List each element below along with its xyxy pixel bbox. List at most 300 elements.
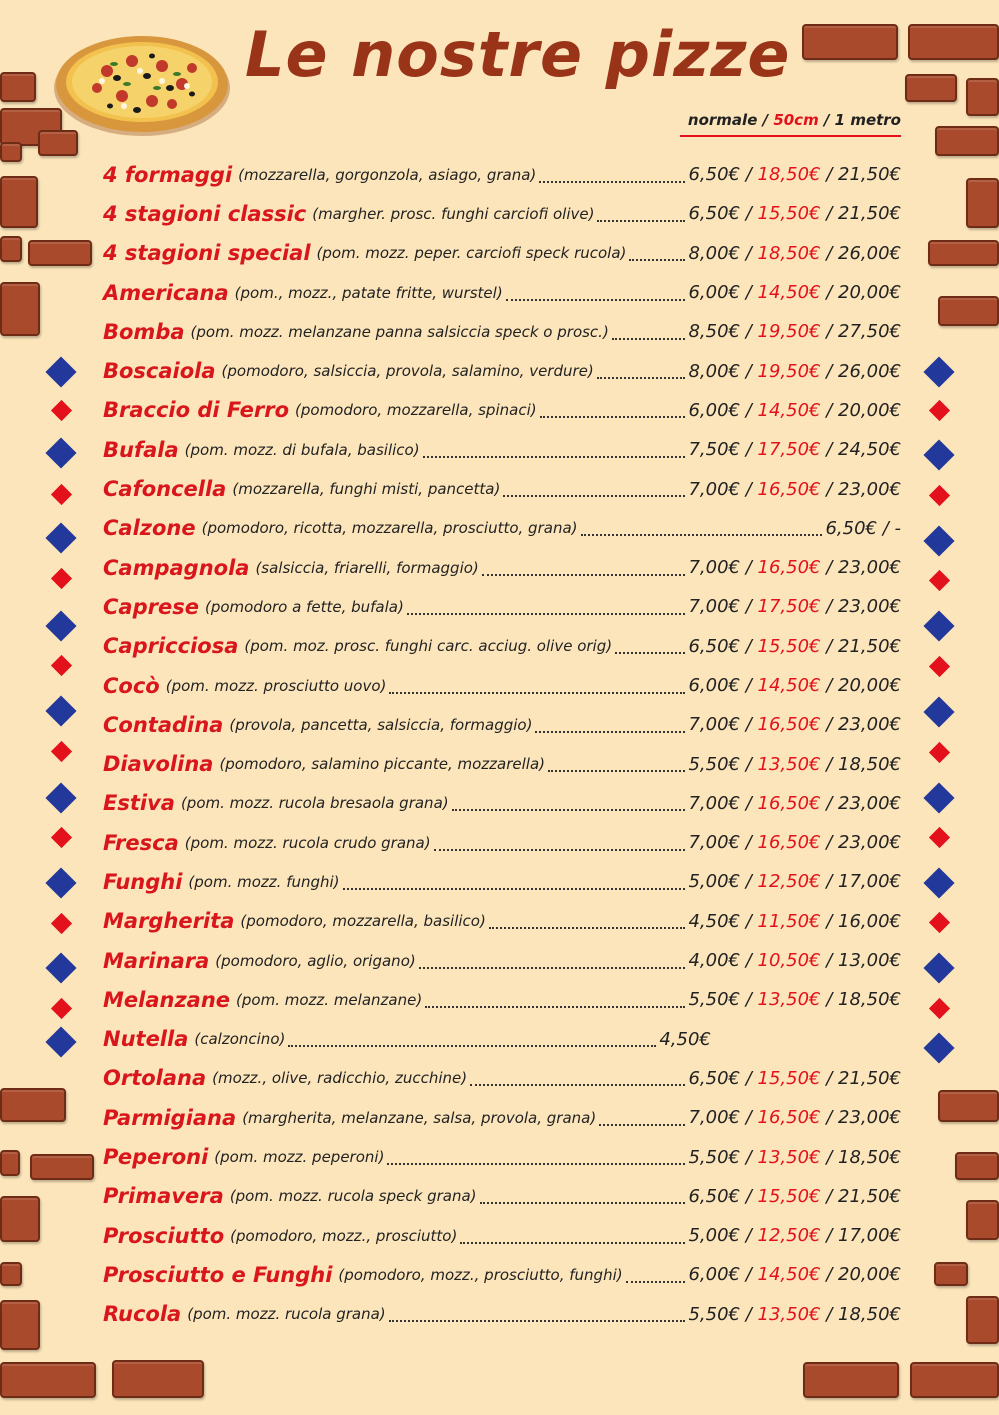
price-50cm: 15,50€ [757, 1185, 821, 1207]
price-1-metro: 20,00€ [838, 282, 901, 304]
pizza-prices [688, 1147, 901, 1168]
pizza-ingredients: (mozzarella, funghi misti, pancetta) [232, 480, 501, 499]
price-1-metro: 23,00€ [838, 478, 901, 500]
price-50cm: 14,50€ [757, 399, 821, 421]
pizza-prices [688, 164, 901, 185]
dot-leader [548, 770, 685, 772]
menu-row [103, 705, 901, 744]
price-1-metro: 21,50€ [838, 635, 901, 657]
pizza-prices [688, 714, 901, 735]
price-separator: / [876, 517, 895, 539]
menu-row [103, 1098, 901, 1137]
price-separator: / [740, 478, 758, 500]
pizza-ingredients: (pom. mozz. rucola bresaola grana) [180, 794, 449, 813]
price-1-metro: 20,00€ [838, 399, 901, 421]
dot-leader [581, 534, 823, 536]
price-1-metro: 18,50€ [838, 989, 901, 1011]
pizza-name: Funghi [103, 869, 183, 894]
price-50cm: 15,50€ [757, 203, 821, 225]
price-50cm: 19,50€ [757, 360, 821, 382]
pizza-prices [688, 321, 901, 342]
price-separator: / [740, 1185, 758, 1207]
pizza-name: Nutella [103, 1027, 189, 1052]
price-separator: / [740, 1107, 758, 1129]
pizza-name: Rucola [103, 1302, 182, 1327]
price-50cm: 14,50€ [757, 675, 821, 696]
pizza-prices [688, 675, 901, 696]
pizza-ingredients: (pomodoro, salsiccia, provola, salamino, verdure) [221, 362, 594, 381]
price-50cm: 19,50€ [757, 321, 821, 343]
price-1-metro: 23,00€ [838, 557, 901, 579]
price-1-metro: 18,50€ [838, 753, 901, 775]
pizza-name: Cafoncella [103, 477, 227, 502]
price-normal: 7,50€ [688, 439, 740, 461]
pizza-name: Melanzane [103, 987, 231, 1012]
dot-leader [489, 927, 686, 929]
pizza-ingredients: (mozz., olive, radicchio, zucchine) [212, 1069, 468, 1088]
pizza-ingredients: (margherita, melanzane, salsa, provola, grana) [242, 1108, 597, 1127]
pizza-name: Capricciosa [103, 634, 239, 659]
price-1-metro: 23,00€ [838, 714, 901, 736]
pizza-ingredients: (calzoncino) [194, 1030, 286, 1049]
pizza-ingredients: (pom., mozz., patate fritte, wurstel) [234, 283, 503, 302]
price-normal: 7,00€ [688, 557, 740, 579]
price-separator: / [740, 596, 758, 618]
price-separator: / [820, 1185, 839, 1207]
price-50cm: 12,50€ [757, 871, 821, 893]
pizza-name: Margherita [103, 909, 235, 934]
pizza-ingredients: (pom. mozz. rucola grana) [187, 1305, 386, 1324]
size-legend [688, 111, 901, 129]
pizza-name: Primavera [103, 1184, 224, 1209]
price-1-metro: 18,50€ [838, 1146, 901, 1168]
menu-row [103, 1216, 901, 1255]
pizza-prices [688, 1225, 901, 1246]
price-1-metro: 17,00€ [838, 871, 901, 893]
pizza-name: Braccio di Ferro [103, 398, 290, 423]
pizza-prices [688, 439, 901, 460]
menu-row [103, 155, 901, 194]
menu-row [103, 273, 901, 312]
dot-leader [460, 1242, 685, 1244]
price-separator: / [820, 832, 839, 854]
price-separator: / [740, 557, 758, 579]
price-1-metro: 20,00€ [838, 1264, 901, 1286]
price-separator: / [820, 164, 839, 186]
pizza-prices [688, 1304, 901, 1325]
size-separator: / [757, 111, 774, 129]
price-normal: 5,50€ [688, 753, 740, 775]
pizza-ingredients: (pomodoro, mozzarella, spinaci) [295, 401, 537, 420]
pizza-name: Fresca [103, 830, 179, 855]
pizza-name: 4 formaggi [103, 162, 233, 187]
price-separator: / [820, 1107, 839, 1129]
pizza-name: Americana [103, 280, 229, 305]
size-medium-label: 50cm [773, 111, 819, 129]
price-separator: / [740, 635, 758, 657]
price-separator: / [740, 203, 758, 225]
price-50cm: 16,50€ [757, 832, 821, 854]
price-50cm: 11,50€ [757, 910, 821, 932]
price-50cm: 13,50€ [757, 1303, 821, 1325]
dot-leader [535, 731, 685, 733]
dot-leader [470, 1084, 685, 1086]
price-separator: / [820, 203, 839, 225]
dot-leader [597, 377, 686, 379]
price-separator: / [740, 950, 758, 972]
price-separator: / [820, 1067, 839, 1089]
price-1-metro: 23,00€ [838, 832, 901, 854]
price-50cm: 16,50€ [757, 792, 821, 814]
pizza-ingredients: (pom. mozz. peperoni) [214, 1148, 385, 1167]
price-normal: 7,00€ [688, 1107, 740, 1129]
price-separator: / [740, 1264, 758, 1286]
dot-leader [387, 1163, 685, 1165]
menu-row [103, 351, 901, 390]
price-separator: / [740, 282, 758, 304]
pizza-prices [688, 636, 901, 657]
price-50cm: 15,50€ [757, 635, 821, 657]
price-separator: / [740, 753, 758, 775]
dot-leader [503, 495, 685, 497]
price-1-metro: 23,00€ [838, 1107, 901, 1129]
menu-row [103, 784, 901, 823]
price-1-metro: 26,00€ [838, 242, 901, 264]
pizza-prices [688, 754, 901, 775]
dot-leader [452, 809, 686, 811]
price-normal: 6,00€ [688, 282, 740, 304]
price-separator: / [740, 989, 758, 1011]
pizza-ingredients: (pom. mozz. melanzane panna salsiccia speck o prosc.) [190, 322, 609, 341]
price-1-metro: 20,00€ [838, 675, 901, 696]
price-separator: / [820, 635, 839, 657]
price-separator: / [740, 910, 758, 932]
price-normal: 7,00€ [688, 596, 740, 618]
menu-row [103, 312, 901, 351]
pizza-ingredients: (pomodoro, ricotta, mozzarella, prosciutto, grana) [201, 519, 578, 538]
price-normal: 5,00€ [688, 871, 740, 893]
menu-row [103, 823, 901, 862]
price-separator: / [820, 282, 839, 304]
dot-leader [434, 849, 686, 851]
pizza-name: 4 stagioni special [103, 241, 311, 266]
price-1-metro: 21,50€ [838, 1185, 901, 1207]
pizza-ingredients: (pom. mozz. di bufala, basilico) [184, 440, 420, 459]
pizza-name: Prosciutto e Funghi [103, 1262, 333, 1287]
pizza-ingredients: (salsiccia, friarelli, formaggio) [255, 558, 479, 577]
menu-row [103, 941, 901, 980]
price-1-metro: 18,50€ [838, 1303, 901, 1325]
price-1-metro: 13,00€ [838, 950, 901, 972]
price-separator: / [740, 714, 758, 736]
price-normal: 4,50€ [688, 910, 740, 932]
pizza-ingredients: (pomodoro, mozz., prosciutto) [230, 1226, 458, 1245]
price-normal: 8,00€ [688, 242, 740, 264]
pizza-prices [688, 1068, 901, 1089]
pizza-prices [688, 1186, 901, 1207]
menu-row [103, 391, 901, 430]
price-separator: / [740, 321, 758, 343]
price-normal: 8,50€ [688, 321, 740, 343]
pizza-ingredients: (pomodoro a fette, bufala) [204, 597, 404, 616]
pizza-prices [688, 911, 901, 932]
pizza-name: Parmigiana [103, 1105, 237, 1130]
pizza-ingredients: (pomodoro, mozzarella, basilico) [240, 912, 486, 931]
price-50cm: 10,50€ [757, 950, 821, 972]
price-50cm: 18,50€ [757, 164, 821, 186]
pizza-name: Prosciutto [103, 1223, 225, 1248]
price-1-metro: 23,00€ [838, 596, 901, 618]
pizza-name: Marinara [103, 948, 210, 973]
dot-leader [389, 692, 685, 694]
price-separator: / [820, 753, 839, 775]
menu-row [103, 430, 901, 469]
pizza-prices [688, 361, 901, 382]
menu-row [103, 1255, 901, 1294]
menu-row [103, 1020, 901, 1059]
price-normal: 7,00€ [688, 832, 740, 854]
price-normal: 6,00€ [688, 399, 740, 421]
pizza-ingredients: (pomodoro, salamino piccante, mozzarella) [219, 755, 545, 774]
price-separator: / [820, 399, 839, 421]
size-normal-label: normale [687, 111, 758, 129]
price-50cm: 12,50€ [757, 1225, 821, 1247]
pizza-prices [688, 832, 901, 853]
price-50cm: 14,50€ [757, 282, 821, 304]
price-separator: / [820, 1225, 839, 1247]
menu-row [103, 194, 901, 233]
dot-leader [612, 338, 686, 340]
menu-row [103, 980, 901, 1019]
pizza-prices [688, 596, 901, 617]
pizza-name: Cocò [103, 673, 160, 698]
pizza-ingredients: (pomodoro, mozz., prosciutto, funghi) [338, 1265, 623, 1284]
menu-row [103, 666, 901, 705]
price-50cm: 16,50€ [757, 714, 821, 736]
pizza-name: Boscaiola [103, 359, 216, 384]
menu-row [103, 1137, 901, 1176]
menu-row [103, 902, 901, 941]
pizza-name: Ortolana [103, 1066, 207, 1091]
pizza-ingredients: (pom. mozz. funghi) [188, 872, 340, 891]
pizza-name: Caprese [103, 594, 199, 619]
price-normal: 6,50€ [825, 517, 877, 539]
pizza-prices [688, 1264, 901, 1285]
price-separator: / [820, 596, 839, 618]
dot-leader [626, 1281, 686, 1283]
price-separator: / [820, 910, 839, 932]
dot-leader [480, 1202, 686, 1204]
price-1-metro: 23,00€ [838, 792, 901, 814]
page-title: Le nostre pizze [245, 18, 791, 91]
pizza-illustration [52, 26, 232, 138]
pizza-prices [688, 793, 901, 814]
price-separator: / [820, 242, 839, 264]
price-separator: / [820, 478, 839, 500]
price-1-metro: 27,50€ [838, 321, 901, 343]
pizza-name: Calzone [103, 516, 196, 541]
price-1-metro: 24,50€ [838, 439, 901, 461]
price-separator: / [740, 792, 758, 814]
price-normal: 4,50€ [659, 1028, 711, 1050]
menu-row [103, 1059, 901, 1098]
price-50cm: 18,50€ [757, 242, 821, 264]
price-normal: 5,50€ [688, 1303, 740, 1325]
price-separator: / [740, 164, 758, 186]
price-normal: 8,00€ [688, 360, 740, 382]
price-1-metro: 21,50€ [838, 164, 901, 186]
price-normal: 6,00€ [688, 675, 740, 696]
dot-leader [629, 259, 685, 261]
price-1-metro: 26,00€ [838, 360, 901, 382]
price-normal: 7,00€ [688, 478, 740, 500]
price-separator: / [820, 871, 839, 893]
dot-leader [425, 1006, 685, 1008]
price-normal: 5,50€ [688, 1146, 740, 1168]
dot-leader [419, 967, 686, 969]
price-separator: / [820, 950, 839, 972]
dot-leader [540, 416, 686, 418]
dot-leader [288, 1045, 656, 1047]
price-50cm: 13,50€ [757, 1146, 821, 1168]
menu-row [103, 627, 901, 666]
pizza-ingredients: (pom. mozz. peper. carciofi speck rucola) [316, 244, 627, 263]
menu-row [103, 744, 901, 783]
pizza-name: Diavolina [103, 752, 214, 777]
pizza-prices [688, 1107, 901, 1128]
price-normal: 6,50€ [688, 1185, 740, 1207]
price-separator: / [820, 321, 839, 343]
menu-row [103, 509, 901, 548]
dot-leader [343, 888, 686, 890]
price-50cm: 17,50€ [757, 439, 821, 461]
menu-row [103, 1177, 901, 1216]
menu-row [103, 548, 901, 587]
price-1-metro: 17,00€ [838, 1225, 901, 1247]
pizza-name: Contadina [103, 712, 224, 737]
price-50cm: 16,50€ [757, 1107, 821, 1129]
price-normal: 5,50€ [688, 989, 740, 1011]
dot-leader [599, 1124, 685, 1126]
price-separator: / [820, 1303, 839, 1325]
dot-leader [482, 574, 686, 576]
price-separator: / [740, 360, 758, 382]
pizza-prices [688, 950, 901, 971]
price-separator: / [740, 1146, 758, 1168]
pizza-prices [688, 871, 901, 892]
pizza-prices [688, 203, 901, 224]
dot-leader [539, 181, 685, 183]
price-1-metro: 21,50€ [838, 1067, 901, 1089]
pizza-prices [688, 989, 901, 1010]
price-separator: / [740, 399, 758, 421]
pizza-ingredients: (pom. mozz. melanzane) [236, 990, 423, 1009]
pizza-ingredients: (pom. mozz. rucola speck grana) [229, 1187, 477, 1206]
price-50cm: 16,50€ [757, 478, 821, 500]
price-separator: / [820, 439, 839, 461]
price-separator: / [740, 439, 758, 461]
pizza-prices [688, 400, 901, 421]
price-1-metro: - [894, 517, 901, 539]
menu-row [103, 234, 901, 273]
price-separator: / [820, 675, 839, 696]
price-separator: / [740, 675, 758, 696]
pizza-name: Campagnola [103, 555, 250, 580]
pizza-ingredients: (pom. mozz. rucola crudo grana) [184, 833, 431, 852]
price-50cm: 13,50€ [757, 989, 821, 1011]
dot-leader [506, 299, 686, 301]
price-50cm: 14,50€ [757, 1264, 821, 1286]
size-large-label: 1 metro [834, 111, 901, 129]
pizza-name: 4 stagioni classic [103, 201, 307, 226]
price-normal: 5,00€ [688, 1225, 740, 1247]
pizza-prices [688, 243, 901, 264]
price-normal: 7,00€ [688, 792, 740, 814]
pizza-prices [825, 518, 901, 539]
price-50cm: 17,50€ [757, 596, 821, 618]
pizza-ingredients: (mozzarella, gorgonzola, asiago, grana) [238, 165, 537, 184]
dot-leader [407, 613, 686, 615]
pizza-name: Bomba [103, 319, 185, 344]
pizza-menu-list [103, 155, 901, 1334]
price-normal: 6,50€ [688, 164, 740, 186]
price-separator: / [740, 832, 758, 854]
price-separator: / [820, 714, 839, 736]
price-normal: 6,00€ [688, 1264, 740, 1286]
price-separator: / [820, 989, 839, 1011]
price-1-metro: 16,00€ [838, 910, 901, 932]
price-normal: 6,50€ [688, 635, 740, 657]
price-separator: / [820, 557, 839, 579]
pizza-ingredients: (pom. moz. prosc. funghi carc. acciug. olive orig) [244, 637, 613, 656]
pizza-ingredients: (provola, pancetta, salsiccia, formaggio) [229, 715, 533, 734]
price-separator: / [820, 792, 839, 814]
pizza-ingredients: (pom. mozz. prosciutto uovo) [165, 676, 387, 695]
price-50cm: 13,50€ [757, 753, 821, 775]
price-normal: 6,50€ [688, 203, 740, 225]
price-separator: / [820, 1146, 839, 1168]
menu-row [103, 587, 901, 626]
pizza-prices [688, 282, 901, 303]
size-legend-underline [680, 135, 901, 137]
price-normal: 4,00€ [688, 950, 740, 972]
pizza-name: Estiva [103, 791, 175, 816]
pizza-ingredients: (pomodoro, aglio, origano) [215, 951, 416, 970]
dot-leader [423, 456, 686, 458]
price-normal: 7,00€ [688, 714, 740, 736]
price-separator: / [740, 871, 758, 893]
menu-row [103, 862, 901, 901]
price-separator: / [740, 1067, 758, 1089]
pizza-prices [688, 557, 901, 578]
size-separator: / [818, 111, 835, 129]
dot-leader [615, 652, 685, 654]
price-separator: / [740, 242, 758, 264]
price-separator: / [820, 360, 839, 382]
price-separator: / [740, 1303, 758, 1325]
dot-leader [389, 1320, 686, 1322]
pizza-ingredients: (margher. prosc. funghi carciofi olive) [312, 204, 595, 223]
pizza-name: Bufala [103, 437, 179, 462]
price-50cm: 16,50€ [757, 557, 821, 579]
pizza-prices [688, 479, 901, 500]
dot-leader [597, 220, 685, 222]
price-separator: / [820, 1264, 839, 1286]
price-separator: / [740, 1225, 758, 1247]
price-normal: 6,50€ [688, 1067, 740, 1089]
pizza-prices [659, 1029, 711, 1050]
menu-row [103, 469, 901, 508]
